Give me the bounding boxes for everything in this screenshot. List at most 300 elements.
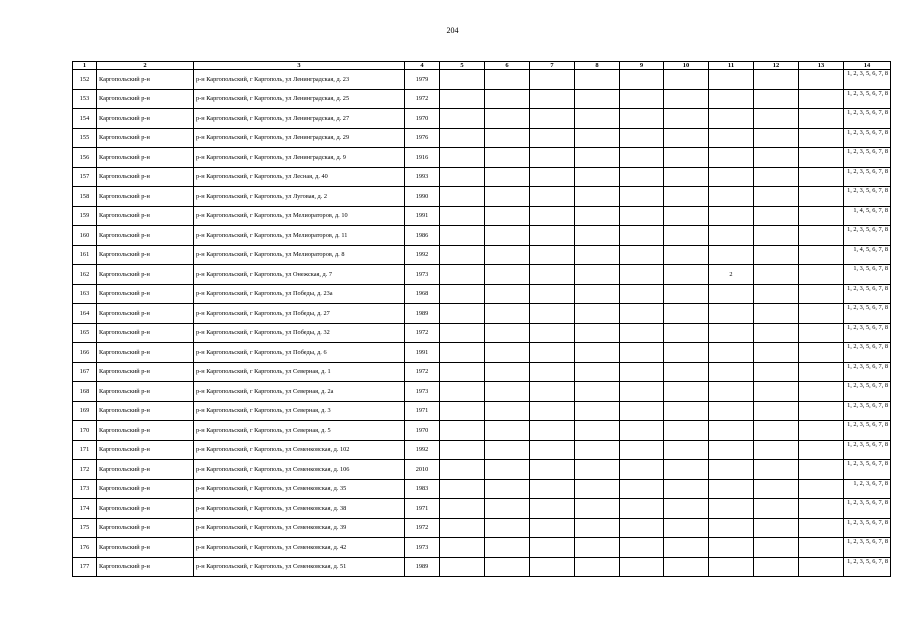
- empty-cell: [799, 323, 844, 343]
- empty-cell: [530, 109, 575, 129]
- empty-cell: [620, 557, 664, 577]
- empty-cell: [664, 421, 709, 441]
- empty-cell: [440, 538, 485, 558]
- empty-cell: [575, 109, 620, 129]
- empty-cell: [530, 382, 575, 402]
- empty-cell: [664, 167, 709, 187]
- empty-cell: [575, 362, 620, 382]
- empty-cell: [575, 440, 620, 460]
- empty-cell: [620, 518, 664, 538]
- empty-cell: [530, 401, 575, 421]
- district-cell: Каргопольский р-н: [97, 499, 194, 519]
- address-cell: р-н Каргопольский, г Каргополь, ул Семенковская, д. 35: [194, 479, 405, 499]
- empty-cell: [664, 557, 709, 577]
- table-row: [73, 187, 891, 207]
- column-11-cell: [709, 401, 754, 421]
- empty-cell: [664, 518, 709, 538]
- row-number-cell: 170: [73, 421, 97, 441]
- year-cell: 1993: [405, 167, 440, 187]
- codes-cell: 1, 2, 3, 5, 6, 7, 8: [844, 440, 891, 460]
- address-cell: р-н Каргопольский, г Каргополь, ул Семенковская, д. 102: [194, 440, 405, 460]
- table-row: [73, 206, 891, 226]
- table-row: [73, 70, 891, 90]
- row-number-cell: 167: [73, 362, 97, 382]
- codes-cell: 1, 2, 3, 5, 6, 7, 8: [844, 401, 891, 421]
- district-cell: Каргопольский р-н: [97, 245, 194, 265]
- empty-cell: [575, 499, 620, 519]
- column-11-cell: [709, 167, 754, 187]
- district-cell: Каргопольский р-н: [97, 284, 194, 304]
- empty-cell: [664, 70, 709, 90]
- empty-cell: [440, 557, 485, 577]
- empty-cell: [530, 167, 575, 187]
- address-cell: р-н Каргопольский, г Каргополь, ул Победы, д. 6: [194, 343, 405, 363]
- empty-cell: [754, 226, 799, 246]
- column-11-cell: [709, 499, 754, 519]
- empty-cell: [530, 284, 575, 304]
- empty-cell: [799, 343, 844, 363]
- codes-cell: 1, 2, 3, 6, 7, 8: [844, 479, 891, 499]
- column-11-cell: [709, 362, 754, 382]
- row-number-cell: 158: [73, 187, 97, 207]
- district-cell: Каргопольский р-н: [97, 440, 194, 460]
- year-cell: 1972: [405, 89, 440, 109]
- empty-cell: [440, 499, 485, 519]
- year-cell: 1991: [405, 343, 440, 363]
- table-row: [73, 284, 891, 304]
- empty-cell: [530, 421, 575, 441]
- empty-cell: [575, 382, 620, 402]
- codes-cell: 1, 2, 3, 5, 6, 7, 8: [844, 557, 891, 577]
- empty-cell: [620, 440, 664, 460]
- codes-cell: 1, 2, 3, 5, 6, 7, 8: [844, 70, 891, 90]
- table-row: [73, 460, 891, 480]
- column-header-8: 8: [575, 62, 620, 70]
- empty-cell: [620, 167, 664, 187]
- row-number-cell: 162: [73, 265, 97, 285]
- address-cell: р-н Каргопольский, г Каргополь, ул Семенковская, д. 42: [194, 538, 405, 558]
- table-row: [73, 148, 891, 168]
- table-row: [73, 538, 891, 558]
- empty-cell: [440, 245, 485, 265]
- empty-cell: [485, 382, 530, 402]
- district-cell: Каргопольский р-н: [97, 226, 194, 246]
- empty-cell: [620, 479, 664, 499]
- column-11-cell: [709, 343, 754, 363]
- empty-cell: [799, 265, 844, 285]
- empty-cell: [485, 226, 530, 246]
- empty-cell: [440, 518, 485, 538]
- district-cell: Каргопольский р-н: [97, 362, 194, 382]
- empty-cell: [664, 460, 709, 480]
- row-number-cell: 152: [73, 70, 97, 90]
- empty-cell: [485, 343, 530, 363]
- codes-cell: 1, 2, 3, 5, 6, 7, 8: [844, 460, 891, 480]
- address-cell: р-н Каргопольский, г Каргополь, ул Северная, д. 5: [194, 421, 405, 441]
- empty-cell: [664, 284, 709, 304]
- empty-cell: [664, 148, 709, 168]
- empty-cell: [799, 401, 844, 421]
- column-11-cell: [709, 148, 754, 168]
- empty-cell: [440, 167, 485, 187]
- column-header-10: 10: [664, 62, 709, 70]
- empty-cell: [664, 89, 709, 109]
- empty-cell: [485, 109, 530, 129]
- empty-cell: [440, 128, 485, 148]
- codes-cell: 1, 2, 3, 5, 6, 7, 8: [844, 343, 891, 363]
- empty-cell: [799, 128, 844, 148]
- table-row: [73, 401, 891, 421]
- empty-cell: [799, 89, 844, 109]
- empty-cell: [620, 89, 664, 109]
- table-row: [73, 109, 891, 129]
- codes-cell: 1, 2, 3, 5, 6, 7, 8: [844, 538, 891, 558]
- empty-cell: [620, 245, 664, 265]
- year-cell: 1968: [405, 284, 440, 304]
- empty-cell: [799, 518, 844, 538]
- empty-cell: [754, 128, 799, 148]
- column-header-9: 9: [620, 62, 664, 70]
- row-number-cell: 159: [73, 206, 97, 226]
- district-cell: Каргопольский р-н: [97, 128, 194, 148]
- empty-cell: [664, 323, 709, 343]
- empty-cell: [664, 226, 709, 246]
- table-row: [73, 343, 891, 363]
- address-cell: р-н Каргопольский, г Каргополь, ул Ленинградская, д. 27: [194, 109, 405, 129]
- codes-cell: 1, 2, 3, 5, 6, 7, 8: [844, 284, 891, 304]
- empty-cell: [620, 382, 664, 402]
- empty-cell: [485, 538, 530, 558]
- empty-cell: [440, 226, 485, 246]
- empty-cell: [799, 109, 844, 129]
- row-number-cell: 157: [73, 167, 97, 187]
- address-cell: р-н Каргопольский, г Каргополь, ул Мелиораторов, д. 8: [194, 245, 405, 265]
- address-cell: р-н Каргопольский, г Каргополь, ул Семенковская, д. 39: [194, 518, 405, 538]
- empty-cell: [620, 226, 664, 246]
- empty-cell: [440, 89, 485, 109]
- address-cell: р-н Каргопольский, г Каргополь, ул Семенковская, д. 38: [194, 499, 405, 519]
- codes-cell: 1, 2, 3, 5, 6, 7, 8: [844, 499, 891, 519]
- empty-cell: [485, 148, 530, 168]
- codes-cell: 1, 2, 3, 5, 6, 7, 8: [844, 89, 891, 109]
- district-cell: Каргопольский р-н: [97, 265, 194, 285]
- district-cell: Каргопольский р-н: [97, 206, 194, 226]
- year-cell: 1972: [405, 518, 440, 538]
- empty-cell: [754, 245, 799, 265]
- row-number-cell: 161: [73, 245, 97, 265]
- empty-cell: [485, 284, 530, 304]
- year-cell: 1992: [405, 245, 440, 265]
- empty-cell: [754, 206, 799, 226]
- empty-cell: [620, 323, 664, 343]
- empty-cell: [754, 109, 799, 129]
- column-11-cell: [709, 440, 754, 460]
- empty-cell: [485, 265, 530, 285]
- empty-cell: [530, 148, 575, 168]
- address-cell: р-н Каргопольский, г Каргополь, ул Онежская, д. 7: [194, 265, 405, 285]
- empty-cell: [799, 70, 844, 90]
- empty-cell: [440, 206, 485, 226]
- column-11-cell: [709, 226, 754, 246]
- empty-cell: [799, 284, 844, 304]
- codes-cell: 1, 2, 3, 5, 6, 7, 8: [844, 148, 891, 168]
- table-row: [73, 479, 891, 499]
- empty-cell: [575, 304, 620, 324]
- address-cell: р-н Каргопольский, г Каргополь, ул Победы, д. 23а: [194, 284, 405, 304]
- empty-cell: [799, 538, 844, 558]
- table-body: [73, 70, 891, 577]
- codes-cell: 1, 2, 3, 5, 6, 7, 8: [844, 187, 891, 207]
- empty-cell: [440, 70, 485, 90]
- year-cell: 1989: [405, 557, 440, 577]
- column-11-cell: [709, 245, 754, 265]
- empty-cell: [754, 460, 799, 480]
- row-number-cell: 156: [73, 148, 97, 168]
- empty-cell: [440, 343, 485, 363]
- empty-cell: [485, 167, 530, 187]
- empty-cell: [664, 265, 709, 285]
- table-row: [73, 421, 891, 441]
- empty-cell: [575, 343, 620, 363]
- empty-cell: [440, 421, 485, 441]
- empty-cell: [575, 128, 620, 148]
- column-11-cell: [709, 382, 754, 402]
- empty-cell: [485, 460, 530, 480]
- district-cell: Каргопольский р-н: [97, 109, 194, 129]
- empty-cell: [799, 245, 844, 265]
- empty-cell: [799, 421, 844, 441]
- empty-cell: [620, 460, 664, 480]
- empty-cell: [530, 323, 575, 343]
- column-11-cell: [709, 323, 754, 343]
- empty-cell: [575, 226, 620, 246]
- empty-cell: [620, 265, 664, 285]
- row-number-cell: 174: [73, 499, 97, 519]
- empty-cell: [575, 557, 620, 577]
- empty-cell: [799, 304, 844, 324]
- empty-cell: [575, 245, 620, 265]
- district-cell: Каргопольский р-н: [97, 557, 194, 577]
- empty-cell: [799, 479, 844, 499]
- empty-cell: [754, 538, 799, 558]
- column-11-cell: [709, 70, 754, 90]
- row-number-cell: 155: [73, 128, 97, 148]
- empty-cell: [440, 382, 485, 402]
- column-header-1: 1: [73, 62, 97, 70]
- year-cell: 1983: [405, 479, 440, 499]
- empty-cell: [575, 323, 620, 343]
- empty-cell: [485, 323, 530, 343]
- empty-cell: [530, 128, 575, 148]
- empty-cell: [664, 479, 709, 499]
- empty-cell: [485, 499, 530, 519]
- header-row: [73, 62, 891, 70]
- empty-cell: [754, 265, 799, 285]
- empty-cell: [440, 265, 485, 285]
- column-header-5: 5: [440, 62, 485, 70]
- empty-cell: [485, 479, 530, 499]
- address-cell: р-н Каргопольский, г Каргополь, ул Мелиораторов, д. 11: [194, 226, 405, 246]
- column-11-cell: [709, 89, 754, 109]
- district-cell: Каргопольский р-н: [97, 460, 194, 480]
- codes-cell: 1, 2, 3, 5, 6, 7, 8: [844, 167, 891, 187]
- column-11-cell: [709, 284, 754, 304]
- row-number-cell: 173: [73, 479, 97, 499]
- empty-cell: [440, 109, 485, 129]
- empty-cell: [530, 518, 575, 538]
- row-number-cell: 169: [73, 401, 97, 421]
- table-row: [73, 245, 891, 265]
- row-number-cell: 166: [73, 343, 97, 363]
- empty-cell: [575, 265, 620, 285]
- empty-cell: [485, 518, 530, 538]
- codes-cell: 1, 2, 3, 5, 6, 7, 8: [844, 382, 891, 402]
- empty-cell: [799, 148, 844, 168]
- empty-cell: [575, 538, 620, 558]
- district-cell: Каргопольский р-н: [97, 167, 194, 187]
- row-number-cell: 171: [73, 440, 97, 460]
- empty-cell: [620, 148, 664, 168]
- empty-cell: [575, 167, 620, 187]
- district-cell: Каргопольский р-н: [97, 479, 194, 499]
- empty-cell: [440, 148, 485, 168]
- column-header-11: 11: [709, 62, 754, 70]
- column-11-cell: [709, 460, 754, 480]
- empty-cell: [620, 362, 664, 382]
- table-row: [73, 128, 891, 148]
- empty-cell: [664, 245, 709, 265]
- column-header-4: 4: [405, 62, 440, 70]
- empty-cell: [485, 401, 530, 421]
- address-cell: р-н Каргопольский, г Каргополь, ул Мелиораторов, д. 10: [194, 206, 405, 226]
- empty-cell: [440, 362, 485, 382]
- codes-cell: 1, 3, 5, 6, 7, 8: [844, 265, 891, 285]
- empty-cell: [799, 206, 844, 226]
- empty-cell: [530, 479, 575, 499]
- empty-cell: [485, 557, 530, 577]
- year-cell: 1979: [405, 70, 440, 90]
- empty-cell: [620, 304, 664, 324]
- empty-cell: [485, 421, 530, 441]
- row-number-cell: 168: [73, 382, 97, 402]
- row-number-cell: 165: [73, 323, 97, 343]
- empty-cell: [530, 89, 575, 109]
- year-cell: 1971: [405, 499, 440, 519]
- empty-cell: [620, 343, 664, 363]
- column-11-cell: [709, 206, 754, 226]
- empty-cell: [620, 206, 664, 226]
- empty-cell: [485, 206, 530, 226]
- empty-cell: [485, 245, 530, 265]
- row-number-cell: 164: [73, 304, 97, 324]
- district-cell: Каргопольский р-н: [97, 538, 194, 558]
- empty-cell: [530, 362, 575, 382]
- empty-cell: [485, 362, 530, 382]
- year-cell: 1916: [405, 148, 440, 168]
- empty-cell: [440, 401, 485, 421]
- empty-cell: [620, 421, 664, 441]
- codes-cell: 1, 4, 5, 6, 7, 8: [844, 245, 891, 265]
- empty-cell: [664, 343, 709, 363]
- empty-cell: [754, 518, 799, 538]
- district-cell: Каргопольский р-н: [97, 70, 194, 90]
- empty-cell: [530, 70, 575, 90]
- empty-cell: [754, 343, 799, 363]
- table-row: [73, 265, 891, 285]
- empty-cell: [575, 479, 620, 499]
- empty-cell: [754, 89, 799, 109]
- empty-cell: [575, 206, 620, 226]
- empty-cell: [799, 167, 844, 187]
- codes-cell: 1, 2, 3, 5, 6, 7, 8: [844, 226, 891, 246]
- year-cell: 1976: [405, 128, 440, 148]
- column-11-cell: [709, 304, 754, 324]
- empty-cell: [620, 538, 664, 558]
- district-cell: Каргопольский р-н: [97, 304, 194, 324]
- year-cell: 1986: [405, 226, 440, 246]
- empty-cell: [754, 167, 799, 187]
- column-11-cell: [709, 128, 754, 148]
- address-cell: р-н Каргопольский, г Каргополь, ул Победы, д. 27: [194, 304, 405, 324]
- row-number-cell: 175: [73, 518, 97, 538]
- empty-cell: [575, 89, 620, 109]
- empty-cell: [620, 187, 664, 207]
- empty-cell: [664, 304, 709, 324]
- empty-cell: [754, 362, 799, 382]
- empty-cell: [575, 148, 620, 168]
- year-cell: 1970: [405, 109, 440, 129]
- codes-cell: 1, 2, 3, 5, 6, 7, 8: [844, 362, 891, 382]
- empty-cell: [575, 284, 620, 304]
- empty-cell: [620, 401, 664, 421]
- table-row: [73, 167, 891, 187]
- empty-cell: [485, 70, 530, 90]
- district-cell: Каргопольский р-н: [97, 187, 194, 207]
- empty-cell: [799, 460, 844, 480]
- empty-cell: [664, 206, 709, 226]
- district-cell: Каргопольский р-н: [97, 382, 194, 402]
- address-cell: р-н Каргопольский, г Каргополь, ул Северная, д. 1: [194, 362, 405, 382]
- empty-cell: [754, 382, 799, 402]
- year-cell: 1973: [405, 265, 440, 285]
- table-row: [73, 557, 891, 577]
- year-cell: 1990: [405, 187, 440, 207]
- empty-cell: [440, 440, 485, 460]
- empty-cell: [754, 284, 799, 304]
- district-cell: Каргопольский р-н: [97, 89, 194, 109]
- table-row: [73, 499, 891, 519]
- address-cell: р-н Каргопольский, г Каргополь, ул Северная, д. 2а: [194, 382, 405, 402]
- column-11-cell: 2: [709, 265, 754, 285]
- address-cell: р-н Каргопольский, г Каргополь, ул Лесная, д. 40: [194, 167, 405, 187]
- empty-cell: [530, 499, 575, 519]
- column-header-3: 3: [194, 62, 405, 70]
- district-cell: Каргопольский р-н: [97, 421, 194, 441]
- table-row: [73, 440, 891, 460]
- empty-cell: [799, 557, 844, 577]
- empty-cell: [485, 128, 530, 148]
- empty-cell: [754, 479, 799, 499]
- empty-cell: [799, 440, 844, 460]
- empty-cell: [664, 499, 709, 519]
- empty-cell: [754, 421, 799, 441]
- address-cell: р-н Каргопольский, г Каргополь, ул Ленинградская, д. 9: [194, 148, 405, 168]
- year-cell: 2010: [405, 460, 440, 480]
- year-cell: 1971: [405, 401, 440, 421]
- year-cell: 1972: [405, 323, 440, 343]
- empty-cell: [440, 187, 485, 207]
- empty-cell: [799, 187, 844, 207]
